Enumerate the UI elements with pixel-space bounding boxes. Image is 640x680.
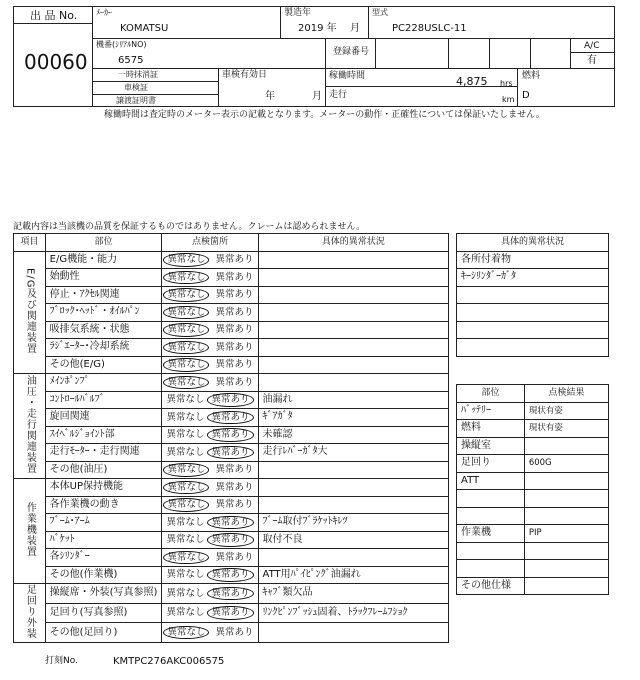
group-label-text: 足回り外装 [24,584,36,639]
check-cell [162,479,258,497]
abnormal-option: 異常あり [215,254,254,265]
column-header: 点検結果 [524,385,608,403]
abnormal-option: 異常あり [207,411,253,425]
table-row [14,623,449,643]
table-row [14,531,449,549]
check-cell [162,304,258,322]
detail-cell: 取付不良 [258,531,449,549]
abnormal-option: 異常あり [207,568,253,582]
right-result-table [456,384,609,595]
group-label-text: 油圧・走行関連装置 [24,375,36,474]
abnormal-option: 異常あり [207,393,253,407]
abnormal-option: 異常あり [215,289,254,300]
month-unit-2: 月 [312,91,322,102]
detail-cell: 油漏れ [258,391,449,409]
part-cell: 始動性 [45,269,162,287]
detail-cell [258,251,449,269]
part-cell: 旋回関連 [45,409,162,427]
normal-option: 異常なし [166,534,205,545]
inspection-table [13,233,449,643]
detail-cell: ATT用ﾊﾟｲﾋﾟﾝｸﾞ油漏れ [258,566,449,584]
abnormal-option: 異常あり [207,446,253,460]
part-cell: ｺﾝﾄﾛｰﾙﾊﾞﾙﾌﾞ [45,391,162,409]
table-row [14,356,449,374]
part-cell: ﾒｲﾝﾎﾟﾝﾌﾟ [45,374,162,392]
right-top-row [457,286,609,304]
table-row [14,339,449,357]
detail-cell [258,286,449,304]
normal-option: 異常なし [163,306,209,320]
detail-cell [258,461,449,479]
part-cell: ﾌﾞﾛｯｸ･ﾍｯﾄﾞ・ｵｲﾙﾊﾟﾝ [45,304,162,322]
abnormal-option: 異常あり [215,499,254,510]
hours-value: 4,875 [456,75,488,88]
part-cell: 本体UP保持機能 [45,479,162,497]
check-cell [162,321,258,339]
part-cell: ATT [457,472,525,490]
year-unit: 年 [265,91,275,102]
abnormal-option: 異常あり [215,464,254,475]
detail-cell [258,321,449,339]
detail-cell: ｷﾞｱｶﾞﾀ [258,409,449,427]
part-cell [457,507,525,525]
check-cell [162,251,258,269]
table-header-row [14,234,449,252]
check-cell [162,391,258,409]
normal-option: 異常なし [163,481,209,495]
part-cell: 燃料 [457,420,525,438]
right-bottom-row [457,507,609,525]
part-cell: 操縦席・外装(写真参照) [45,584,162,604]
check-cell [162,531,258,549]
table-row [14,391,449,409]
normal-option: 異常なし [163,271,209,285]
result-cell: 600G [524,455,608,473]
meter-note: 稼働時間は査定時のメーター表示の記載となります。メーターの動作・正確性については保証いたしません。 [104,110,545,120]
right-bottom-row [457,420,609,438]
table-row [14,321,449,339]
note-cell [457,286,609,304]
part-cell: 各作業機の動き [45,496,162,514]
detail-cell [258,374,449,392]
column-header: 部位 [45,234,162,252]
detail-cell [258,339,449,357]
group-label-text: 作業機装置 [24,502,36,557]
part-cell [457,542,525,560]
table-row [14,603,449,623]
table-row [14,269,449,287]
table-row [14,566,449,584]
result-cell [524,577,608,595]
check-cell [162,549,258,567]
abnormal-option: 異常あり [215,481,254,493]
fuel-label: 燃料 [522,71,541,81]
result-cell [524,472,608,490]
right-bottom-row [457,542,609,560]
check-cell [162,496,258,514]
part-cell: E/G機能・能力 [45,251,162,269]
normal-option: 異常なし [166,516,205,528]
right-top-row [457,251,609,269]
part-cell: その他仕様 [457,577,525,595]
check-cell [162,566,258,584]
normal-option: 異常なし [163,253,209,267]
detail-cell [258,479,449,497]
table-row [14,514,449,532]
transfer-cert: 譲渡証明書 [116,96,156,105]
table-row [14,479,449,497]
normal-option: 異常なし [166,446,205,458]
group-label [14,374,46,479]
detail-cell [258,623,449,643]
serial-value: 6575 [118,55,144,66]
stamp-value: KMTPC276AKC006575 [113,656,225,667]
table-row [14,549,449,567]
normal-option: 異常なし [166,587,205,599]
part-cell: 操縦室 [457,437,525,455]
column-header: 部位 [457,385,525,403]
hours-label: 稼働時間 [329,71,366,81]
check-cell [162,426,258,444]
detail-cell: ﾘﾝｸﾋﾟﾝﾌﾞｯｼｭ固着、ﾄﾗｯｸﾌﾚｰﾑﾌｼｮｸ [258,603,449,623]
ac-value: 有 [587,55,597,66]
note-cell [457,321,609,339]
table-row [14,409,449,427]
right-bottom-row [457,472,609,490]
group-label [14,584,46,643]
normal-option: 異常なし [163,288,209,302]
check-cell [162,269,258,287]
group-label-text: E/G及び関連装置 [24,267,36,354]
part-cell: 停止・ｱｸｾﾙ関連 [45,286,162,304]
lot-label: 出 品 No. [30,9,78,22]
group-label [14,251,46,374]
part-cell: ｽｲﾍﾞﾙｼﾞｮｲﾝﾄ部 [45,426,162,444]
part-cell [457,560,525,578]
normal-option: 異常なし [163,323,209,337]
part-cell: その他(油圧) [45,461,162,479]
normal-option: 異常なし [163,463,209,477]
normal-option: 異常なし [166,429,205,440]
table-row [14,496,449,514]
abnormal-option: 異常あり [215,359,254,370]
maker-value: KOMATSU [120,23,169,34]
part-cell: ﾊﾞｹｯﾄ [45,531,162,549]
abnormal-option: 異常あり [215,376,254,388]
abnormal-option: 異常あり [215,626,254,638]
year-label: 製造年 [284,8,312,18]
detail-cell [258,356,449,374]
part-cell [457,490,525,508]
abnormal-option: 異常あり [207,428,253,442]
abnormal-option: 異常あり [215,324,254,335]
model-value: PC228USLC-11 [392,23,467,34]
check-cell [162,356,258,374]
note-cell [457,304,609,322]
result-cell [524,560,608,578]
normal-option: 異常なし [163,626,209,640]
normal-option: 異常なし [163,551,209,565]
right-bottom-row [457,560,609,578]
abnormal-option: 異常あり [215,551,254,563]
normal-option: 異常なし [166,569,205,580]
vehicle-cert: 車検証 [124,83,148,92]
note-cell: 各所付着物 [457,251,609,269]
table-row [14,584,449,604]
detail-cell [258,304,449,322]
part-cell: 足回り(写真参照) [45,603,162,623]
check-cell [162,339,258,357]
detail-cell [258,269,449,287]
normal-option: 異常なし [166,394,205,405]
column-header: 具体的異常状況 [258,234,449,252]
normal-option: 異常なし [166,607,205,619]
result-cell [524,490,608,508]
right-top-header-row [457,234,609,252]
check-cell [162,514,258,532]
abnormal-option: 異常あり [207,606,253,620]
detail-cell [258,549,449,567]
abnormal-option: 異常あり [207,587,253,601]
part-cell: その他(E/G) [45,356,162,374]
note-cell: ｷｰｼﾘﾝﾀﾞｰｶﾞﾀ [457,269,609,287]
part-cell: 各ｼﾘﾝﾀﾞｰ [45,549,162,567]
column-header: 具体的異常状況 [457,234,609,252]
right-top-row [457,339,609,357]
normal-option: 異常なし [163,341,209,355]
abnormal-option: 異常あり [215,341,254,353]
year-value: 2019 年 [298,23,337,34]
check-cell [162,286,258,304]
model-label: 型式 [372,8,388,17]
check-cell [162,409,258,427]
maker-label: ﾒｰｶｰ [96,8,112,17]
table-row [14,461,449,479]
part-cell: ﾌﾞｰﾑ･ｱｰﾑ [45,514,162,532]
note-cell [457,339,609,357]
detail-cell: ﾌﾞｰﾑ取付ﾌﾞﾗｹｯﾄｷﾚﾂ [258,514,449,532]
part-cell: その他(作業機) [45,566,162,584]
part-cell: 作業機 [457,525,525,543]
right-bottom-row [457,402,609,420]
serial-label: 機番(ｼﾘｱﾙNO) [96,40,147,49]
ac-label: A/C [584,41,600,51]
part-cell: 吸排気系統・状態 [45,321,162,339]
right-bottom-row [457,525,609,543]
part-cell: ﾗｼﾞｴｰﾀｰ･冷却系統 [45,339,162,357]
km-unit: km [502,95,515,104]
part-cell: その他(足回り) [45,623,162,643]
right-top-row [457,269,609,287]
result-cell: 現状有姿 [524,402,608,420]
check-cell [162,584,258,604]
detail-cell: 未確認 [258,426,449,444]
check-cell [162,461,258,479]
fuel-value: D [522,90,530,101]
right-abnormal-table [456,233,609,357]
right-bottom-row [457,455,609,473]
table-row [14,426,449,444]
month-unit: 月 [350,23,360,34]
table-row [14,251,449,269]
part-cell: 走行ﾓｰﾀｰ・走行関連 [45,444,162,462]
normal-option: 異常なし [163,358,209,372]
result-cell: PIP [524,525,608,543]
normal-option: 異常なし [163,376,209,390]
right-bottom-header-row [457,385,609,403]
result-cell [524,542,608,560]
lot-number: 00060 [24,50,88,74]
right-top-row [457,321,609,339]
normal-option: 異常なし [163,498,209,512]
table-row [14,304,449,322]
temp-cancel-cert: 一時抹消証 [118,70,158,79]
table-row [14,444,449,462]
result-cell [524,437,608,455]
normal-option: 異常なし [166,411,205,423]
column-header: 項目 [14,234,46,252]
abnormal-option: 異常あり [215,306,254,318]
detail-cell [258,496,449,514]
abnormal-option: 異常あり [207,516,253,530]
table-row [14,286,449,304]
inspection-label: 車検有効日 [222,70,268,80]
detail-cell: ｷｬﾌﾞ類欠品 [258,584,449,604]
result-cell [524,507,608,525]
right-top-row [457,304,609,322]
right-bottom-row [457,437,609,455]
detail-cell: 走行ﾚﾊﾞｰｶﾞﾀ大 [258,444,449,462]
hours-unit: hrs [500,79,513,88]
abnormal-option: 異常あり [207,533,253,547]
table-row [14,374,449,392]
check-cell [162,623,258,643]
stamp-label: 打刻No. [45,656,78,666]
check-cell [162,603,258,623]
check-cell [162,444,258,462]
check-cell [162,374,258,392]
result-cell: 現状有姿 [524,420,608,438]
right-bottom-row [457,577,609,595]
travel-label: 走行 [329,90,348,100]
column-header: 点検箇所 [162,234,258,252]
disclaimer: 記載内容は当該機の品質を保証するものではありません。クレームは認められません。 [13,222,366,232]
group-label [14,479,46,584]
part-cell: 足回り [457,455,525,473]
abnormal-option: 異常あり [215,271,254,283]
registration-label: 登録番号 [333,47,370,57]
right-bottom-row [457,490,609,508]
part-cell: ﾊﾞｯﾃﾘｰ [457,402,525,420]
